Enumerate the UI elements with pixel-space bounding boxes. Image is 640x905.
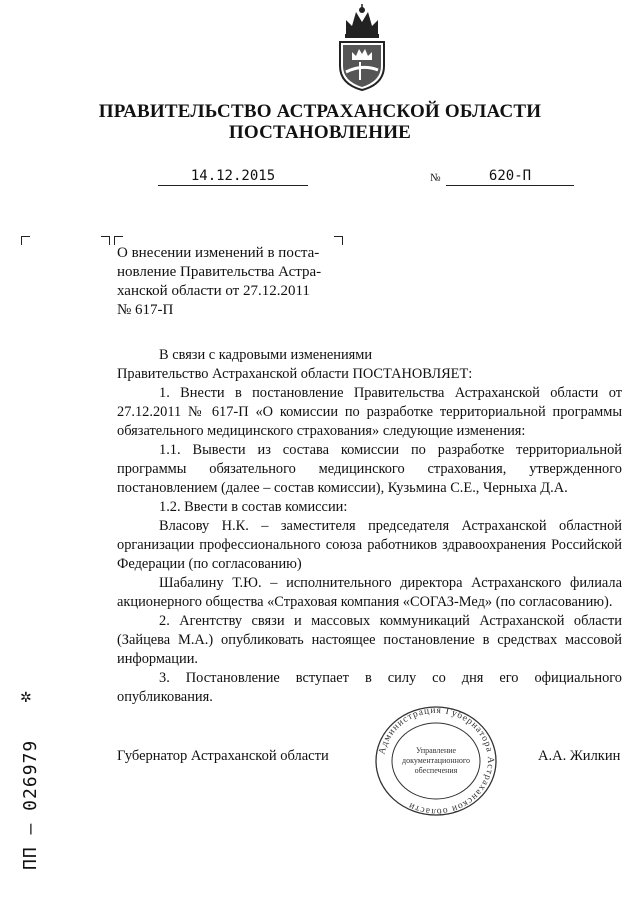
document-date: 14.12.2015	[158, 168, 308, 186]
stamp-line-1: Управление	[415, 746, 457, 755]
subject-line: О внесении изменений в поста-	[117, 245, 320, 261]
document-type-title: ПОСТАНОВЛЕНИЕ	[228, 122, 412, 143]
subject-line: ханской области от 27.12.2011	[117, 283, 310, 299]
signatory-name: А.А. Жилкин	[538, 748, 621, 764]
subject-line: новление Правительства Астра-	[117, 264, 322, 280]
svg-text:Администрация Губернатора Астр: Администрация Губернатора Астраханской области	[377, 705, 496, 817]
subject-line: № 617-П	[117, 302, 174, 318]
paragraph-1-2: 1.2. Ввести в состав комиссии:	[159, 499, 348, 515]
corner-mark	[101, 236, 110, 245]
paragraph-1-2-b: Шабалину Т.Ю. – исполнительного директора Астраханского филиала акционерного общества «Страховая компания «СОГАЗ-Мед» (по согласованию).	[117, 575, 622, 610]
signatory-position: Губернатор Астраханской области	[117, 748, 329, 764]
corner-mark	[21, 236, 30, 245]
document-subject	[117, 244, 339, 320]
paragraph-1: 1. Внести в постановление Правительства Астраханской области от 27.12.2011 № 617-П «О комиссии по разработке территориальной программы обязательного медицинского страхования» следующие изменения:	[117, 385, 622, 439]
intro-line: В связи с кадровыми изменениями	[159, 347, 373, 363]
stamp-line-3: обеспечения	[414, 766, 458, 775]
paragraph-3: 3. Постановление вступает в силу со дня его официального опубликования.	[117, 670, 622, 705]
side-registry-code: ПП – 026979	[20, 739, 41, 870]
organization-title: ПРАВИТЕЛЬСТВО АСТРАХАНСКОЙ ОБЛАСТИ	[98, 101, 542, 122]
side-ornament-mark: ✲	[20, 691, 32, 706]
document-body	[117, 346, 622, 707]
paragraph-2: 2. Агентству связи и массовых коммуникаций Астраханской области (Зайцева М.А.) опубликовать настоящее постановление в средствах массовой информации.	[117, 613, 622, 667]
paragraph-1-1: 1.1. Вывести из состава комиссии по разработке территориальной программы обязательного медицинского страхования, утвержденного постановлением (далее – состав комиссии), Кузьмина С.Е., Черныха Д.А.	[117, 442, 622, 496]
office-stamp	[372, 705, 500, 817]
coat-of-arms-emblem	[336, 4, 388, 92]
document-number: 620-П	[446, 168, 574, 186]
intro-decree-line: Правительство Астраханской области ПОСТАНОВЛЯЕТ:	[117, 366, 473, 382]
paragraph-1-2-a: Власову Н.К. – заместителя председателя Астраханской областной организации профессионального союза работников здравоохранения Российской Федерации (по согласованию)	[117, 518, 622, 572]
number-sign: №	[430, 172, 441, 184]
stamp-line-2: документационного	[402, 756, 470, 765]
